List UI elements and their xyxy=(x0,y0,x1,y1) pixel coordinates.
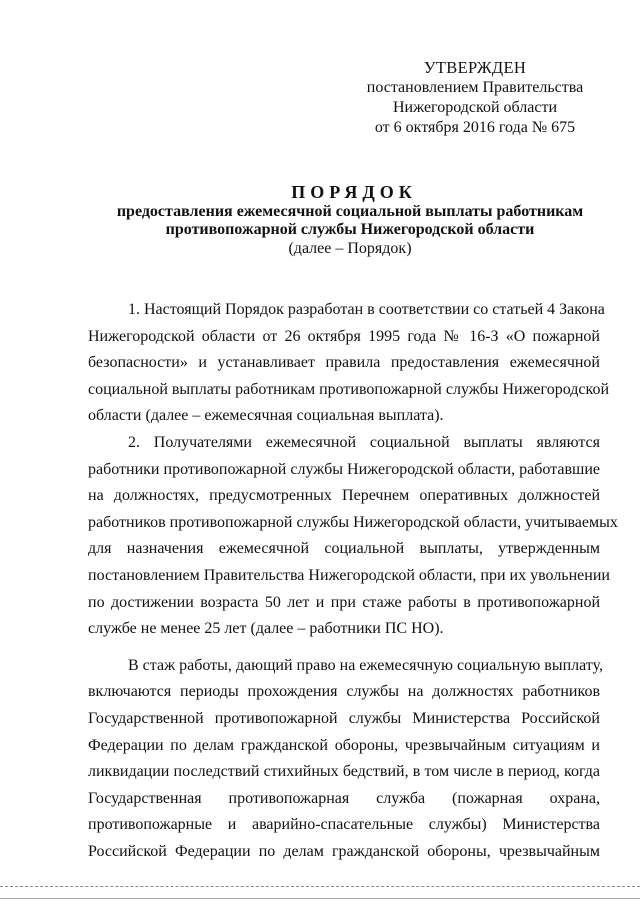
page-edge-rule xyxy=(0,886,640,887)
text-line: Российской Федерации по делам гражданской обороны, чрезвычайным xyxy=(88,842,600,860)
text-line: по достижении возраста 50 лет и при стаже работы в противопожарной xyxy=(88,593,600,611)
approval-title: УТВЕРЖДЕН xyxy=(423,58,527,77)
text-line: Государственная противопожарная служба (пожарная охрана, xyxy=(88,789,600,807)
text-line: службе не менее 25 лет (далее – работники ПС НО). xyxy=(88,620,444,638)
text-line: ликвидации последствий стихийных бедствий, в том числе в период, когда xyxy=(88,763,600,781)
text-line: области (далее – ежемесячная социальная выплата). xyxy=(88,407,444,425)
approval-line: постановлением Правительства xyxy=(366,79,584,96)
approval-line: Нижегородской области xyxy=(392,99,557,116)
text-line: для назначения ежемесячной социальной выплаты, утвержденным xyxy=(88,540,600,558)
text-line: В стаж работы, дающий право на ежемесячную социальную выплату, xyxy=(128,656,603,674)
page-edge-rule xyxy=(0,898,640,899)
document-body xyxy=(88,297,618,865)
paragraph-1 xyxy=(88,297,609,430)
text-line: на должностях, предусмотренных Перечнем оперативных должностей xyxy=(88,487,600,505)
text-line: социальной выплаты работникам противопожарной службы Нижегородской xyxy=(88,380,609,398)
text-line: 2. Получателями ежемесячной социальной выплаты являются xyxy=(128,433,600,451)
text-line: Федерации по делам гражданской обороны, чрезвычайным ситуациям и xyxy=(88,736,600,754)
document-title: ПОРЯДОК xyxy=(291,182,417,202)
approval-date: от 6 октября 2016 года № 675 xyxy=(374,119,576,136)
text-line: противопожарные и аварийно-спасательные службы) Министерства xyxy=(88,816,600,834)
text-line: включаются периоды прохождения службы на должностях работников xyxy=(88,683,600,701)
document-subtitle: противопожарной службы Нижегородской области xyxy=(165,221,535,238)
paragraph-2 xyxy=(88,430,618,643)
document-heading xyxy=(60,181,640,259)
text-line: 1. Настоящий Порядок разработан в соответствии со статьей 4 Закона xyxy=(128,301,605,318)
text-line: работников противопожарной службы Нижегородской области, учитываемых xyxy=(88,513,618,531)
text-line: Государственной противопожарной службы Министерства Российской xyxy=(88,709,600,727)
document-subtitle: предоставления ежемесячной социальной выплаты работникам xyxy=(116,203,584,220)
text-line: безопасности» и устанавливает правила предоставления ежемесячной xyxy=(88,354,600,372)
text-line: работники противопожарной службы Нижегородской области, работавшие xyxy=(88,460,600,478)
text-line: постановлением Правительства Нижегородской области, при их увольнении xyxy=(88,566,610,584)
paragraph-3 xyxy=(88,653,603,866)
text-line: Нижегородской области от 26 октября 1995 года № 16-З «О пожарной xyxy=(88,327,600,345)
document-subtitle-note: (далее – Порядок) xyxy=(288,240,412,257)
approval-stamp xyxy=(360,58,590,138)
